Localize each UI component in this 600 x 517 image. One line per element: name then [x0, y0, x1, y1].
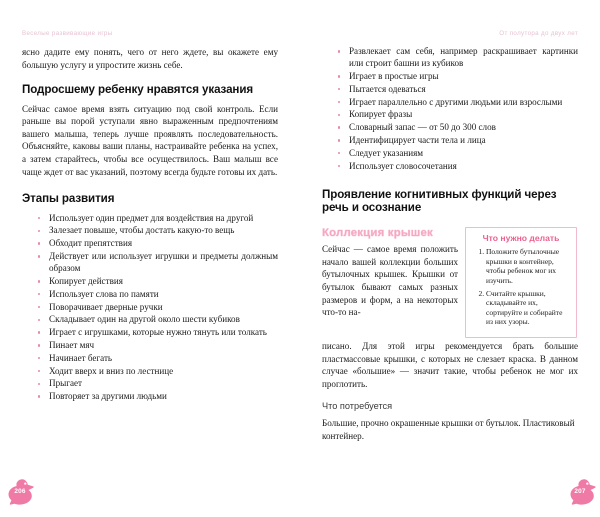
page-number-left: 206	[14, 487, 26, 495]
list-item: Идентифицирует части тела и лица	[338, 134, 578, 146]
what-to-do-callout	[465, 227, 577, 338]
page-number-right: 207	[574, 487, 586, 495]
list-item: Развлекает сам себя, например раскрашивает картинки или строит башни из кубиков	[338, 45, 578, 70]
list-item: Играет параллельно с другими людьми или взрослыми	[338, 96, 578, 108]
list-item: Поворачивает дверные ручки	[38, 301, 278, 313]
activity-block	[322, 227, 578, 443]
left-section-heading: Подросшему ребенку нравятся указания	[22, 83, 254, 97]
list-item: Повторяет за другими людьми	[38, 390, 278, 402]
list-item: Ходит вверх и вниз по лестнице	[38, 365, 278, 377]
activity-columns	[322, 233, 578, 338]
list-item: Залезает повыше, чтобы достать какую-то вещь	[38, 224, 278, 236]
list-item: 1. Положите бутылочные крышки в контейнер, чтобы ребенок мог их изучить.	[486, 247, 569, 285]
list-item: Действует или использует игрушки и предметы должным образом	[38, 250, 278, 275]
running-head-left: Веселые развивающие игры	[22, 30, 113, 37]
list-item: Использует слова по памяти	[38, 288, 278, 300]
activity-body-full-text: писано. Для этой игры рекомендуется брать большие пластмассовые крышки, с которых не слезает краска. В данном случае «большие» — значит такие, чтобы ребенок не мог их проглотить.	[322, 340, 578, 389]
list-item: Использует словосочетания	[338, 160, 578, 172]
list-item: Следует указаниям	[338, 147, 578, 159]
page-folio-duck-left	[2, 477, 36, 507]
list-item: Пинает мяч	[38, 339, 278, 351]
needs-heading: Что потребуется	[322, 401, 393, 412]
activity-title: Коллекция крышек	[322, 226, 433, 239]
list-item: Прыгает	[38, 377, 278, 389]
milestones-list	[22, 212, 278, 403]
list-item: Копирует фразы	[338, 108, 578, 120]
left-body-paragraph: Сейчас самое время взять ситуацию под свой контроль. Если раньше вы порой уступали явно выраженным предпочтениям вашего малыша, теперь лучше проявлять последовательность. Объясняйте, каковы ваши планы, настраивайте ребенка на успех, а затем старайтесь, чтобы все осуществилось. Ваш малыш все чаще ждет от вас указаний, поэтому всегда будьте готовы их дать.	[22, 103, 278, 177]
list-item: Складывает один на другой около шести кубиков	[38, 313, 278, 325]
running-head-right: От полутора до двух лет	[499, 30, 578, 37]
activity-main-column	[322, 243, 465, 319]
list-item: Играет с игрушками, которые нужно тянуть или толкать	[38, 326, 278, 338]
activity-body-column: Сейчас — самое время положить начало вашей коллекции больших бутылочных крышек. Крышки от бутылок бывают самых разных размеров и форм, а на некоторых что-то на-	[322, 244, 458, 318]
list-item: Играет в простые игры	[338, 70, 578, 82]
page-folio-duck-right	[564, 477, 598, 507]
callout-title: Что нужно делать	[482, 233, 560, 244]
list-item: Пытается одеваться	[338, 83, 578, 95]
needs-text: Большие, прочно окрашенные крышки от бутылок. Пластиковый контейнер.	[322, 418, 575, 441]
list-item: Начинает бегать	[38, 352, 278, 364]
left-intro-paragraph: ясно дадите ему понять, чего от него ждете, вы окажете ему большую услугу и упростите жизнь себе.	[22, 47, 278, 70]
callout-steps-list	[473, 247, 569, 327]
milestones-heading: Этапы развития	[22, 192, 115, 206]
cognitive-section-heading: Проявление когнитивных функций через речь и осознание	[322, 187, 557, 215]
list-item: Обходит препятствия	[38, 237, 278, 249]
list-item: Использует один предмет для воздействия на другой	[38, 212, 278, 224]
right-page	[300, 0, 600, 517]
list-item: Копирует действия	[38, 275, 278, 287]
milestones-continued-list	[322, 45, 578, 172]
list-item: 2. Считайте крышки, складывайте их, сортируйте и собирайте из них узоры.	[486, 289, 569, 327]
list-item: Словарный запас — от 50 до 300 слов	[338, 121, 578, 133]
activity-body-full	[322, 340, 578, 390]
